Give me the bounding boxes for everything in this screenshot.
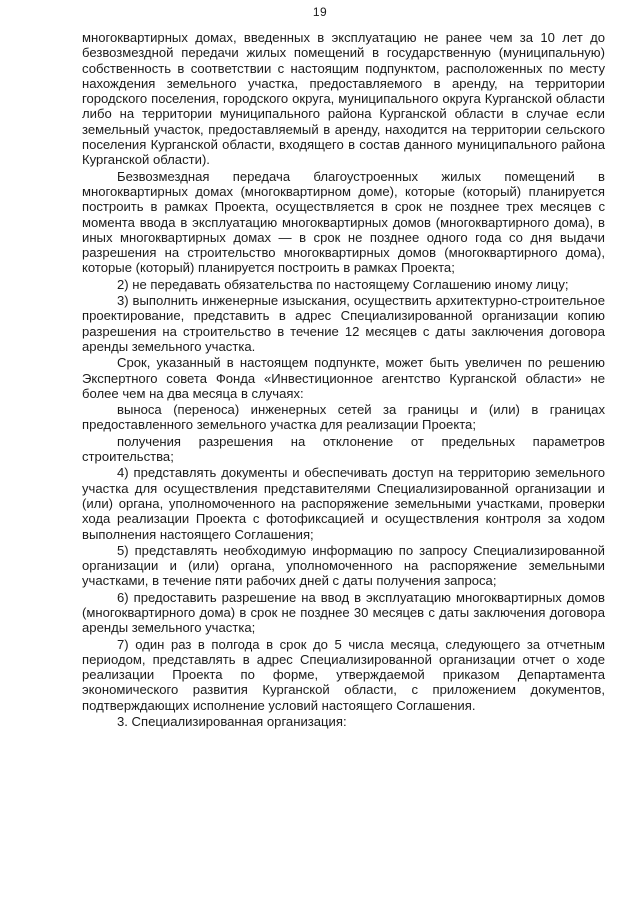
paragraph-continuation: многоквартирных домах, введенных в эксплуатацию не ранее чем за 10 лет до безвозмездной передачи жилых помещений в государственную (муниципальную) собственность в соответствии с настоящим подпунктом, расположенных по месту нахождения земельного участка, предоставляемого в аренду, на территории городского поселения, городского округа, муниципального округа Курганской области либо на территории муниципального района Курганской области в случае если земельный участок, предоставляемый в аренду, находится на территории сельского поселения Курганской области, входящего в состав данного муниципального района Курганской области). [82,30,605,168]
paragraph-item-6: 6) предоставить разрешение на ввод в эксплуатацию многоквартирных домов (многоквартирного дома) в срок не позднее 30 месяцев с даты заключения договора аренды земельного участка; [82,589,605,636]
paragraph-item-4: 4) представлять документы и обеспечивать доступ на территорию земельного участка для осуществления представителями Специализированной организации и (или) органа, уполномоченного на распоряжение земельными участками, проверки хода реализации Проекта с фотофиксацией и осуществления контроля за ходом выполнения настоящего Соглашения; [82,465,605,542]
paragraph-item-2: 2) не передавать обязательства по настоящему Соглашению иному лицу; [117,276,569,292]
paragraph-item-5: 5) представлять необходимую информацию по запросу Специализированной организации и (или) органа, уполномоченного на распоряжение земельными участками, в течение пяти рабочих дней с даты получения запроса; [82,542,605,589]
paragraph-item-7: 7) один раз в полгода в срок до 5 числа месяца, следующего за отчетным периодом, представлять в адрес Специализированной организации отчет о ходе реализации Проекта по форме, утверждаемой приказом Департамента экономического развития Курганской области, с приложением документов, подтверждающих исполнение условий настоящего Соглашения. [82,636,605,713]
paragraph-item-3: 3) выполнить инженерные изыскания, осуществить архитектурно-строительное проектирование, представить в адрес Специализированной организации копию разрешения на строительство в течение 12 месяцев с даты заключения договора аренды земельного участка. [82,293,605,354]
page-number: 19 [312,5,328,19]
paragraph-section-3-heading: 3. Специализированная организация: [117,714,347,730]
paragraph-case-networks: выноса (переноса) инженерных сетей за границы и (или) в границах предоставленного земельного участка для реализации Проекта; [82,402,605,433]
document-body [82,30,605,730]
paragraph-term-extension: Срок, указанный в настоящем подпункте, может быть увеличен по решению Экспертного совета Фонда «Инвестиционное агентство Курганской области» не более чем на два месяца в случаях: [82,355,605,401]
paragraph-free-transfer: Безвозмездная передача благоустроенных жилых помещений в многоквартирных домах (многоквартирном доме), которые (который) планируется построить в рамках Проекта, осуществляется в срок не позднее трех месяцев с момента ввода в эксплуатацию многоквартирных домов (многоквартирного дома), в иных многоквартирных домах — в срок не позднее одного года со дня выдачи разрешения на строительство многоквартирных домов (многоквартирного дома), которые (который) планируется построить в рамках Проекта; [82,168,605,276]
paragraph-case-deviation: получения разрешения на отклонение от предельных параметров строительства; [82,433,605,465]
